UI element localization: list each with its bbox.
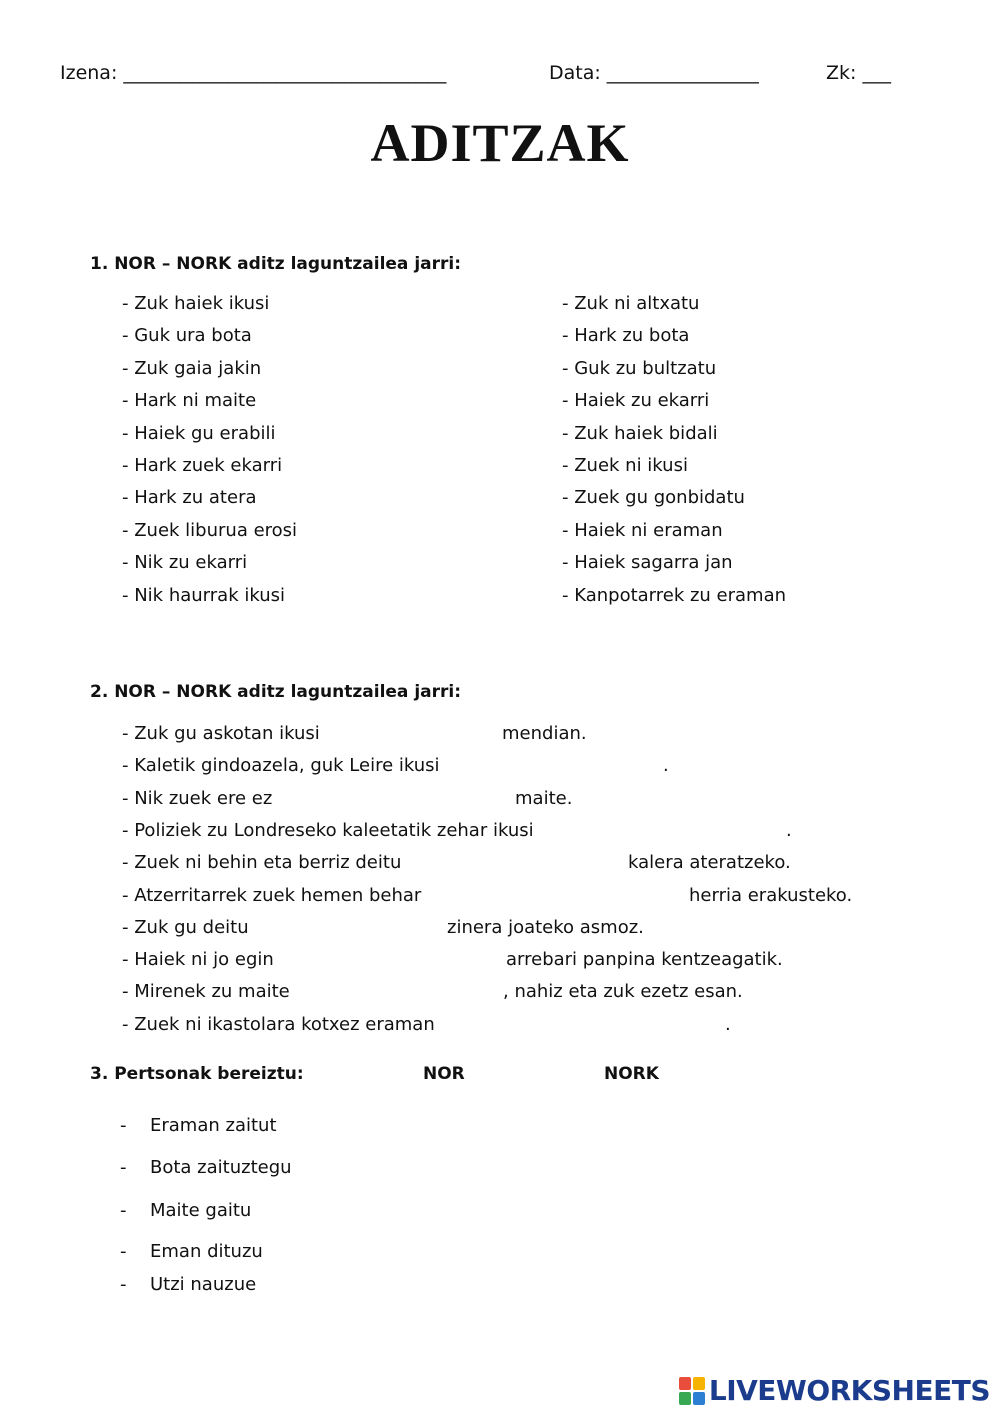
list-item: - Hark zuek ekarri [122,455,283,476]
sentence-end: kalera ateratzeko. [628,852,791,874]
list-item: - Guk ura bota [122,325,252,347]
sentence-end: maite. [515,787,573,809]
sentence-end: , nahiz eta zuk ezetz esan. [503,981,743,1003]
list-item: - Hark ni maite [122,390,257,412]
number-field-label: Zk: ___ [826,62,891,84]
list-item: - Zuk haiek ikusi [122,293,270,314]
sentence-start: - Zuek ni ikastolara kotxez eraman [122,1013,435,1035]
section-3-title: 3. Pertsonak bereiztu: [90,1064,304,1084]
list-item: - Haiek gu erabili [122,422,276,444]
logo-square-icon [679,1377,691,1390]
list-item: - Nik haurrak ikusi [122,584,285,606]
sentence-start: - Zuk gu askotan ikusi [122,723,320,744]
name-field-label: Izena: __________________________________ [60,62,447,84]
list-dash: - [120,1274,127,1295]
sentence-start: - Haiek ni jo egin [122,949,274,971]
list-item: - Zuk ni altxatu [562,293,700,314]
list-item: - Hark zu atera [122,487,257,509]
sentence-end: zinera joateko asmoz. [447,916,644,938]
list-item: - Zuk gaia jakin [122,357,262,379]
list-item: - Hark zu bota [562,325,690,347]
list-item: - Guk zu bultzatu [562,357,717,379]
sentence-end: mendian. [502,723,587,744]
sentence-end: . [663,755,669,777]
sentence-start: - Kaletik gindoazela, guk Leire ikusi [122,755,440,777]
logo-square-icon [693,1377,705,1390]
column-header-nor: NOR [423,1064,465,1084]
list-dash: - [120,1157,127,1178]
verb-item: Utzi nauzue [150,1274,257,1295]
column-header-nork: NORK [604,1064,659,1084]
logo-text: LIVEWORKSHEETS [708,1374,990,1407]
verb-item: Maite gaitu [150,1200,252,1221]
list-dash: - [120,1241,127,1262]
sentence-start: - Mirenek zu maite [122,981,290,1003]
verb-item: Bota zaituztegu [150,1157,292,1178]
list-item: - Zuk haiek bidali [562,422,718,444]
list-item: - Nik zu ekarri [122,552,248,574]
list-item: - Kanpotarrek zu eraman [562,584,787,606]
sentence-start: - Nik zuek ere ez [122,787,273,809]
logo-square-icon [679,1392,691,1405]
page-title: ADITZAK [370,113,630,173]
verb-item: Eman dituzu [150,1241,263,1262]
list-item: - Zuek gu gonbidatu [562,487,745,509]
list-item: - Haiek ni eraman [562,519,723,541]
sentence-start: - Zuek ni behin eta berriz deitu [122,852,402,874]
list-dash: - [120,1200,127,1221]
logo-grid-icon [679,1377,705,1405]
liveworksheets-logo [679,1374,990,1407]
list-item: - Zuek ni ikusi [562,455,688,476]
section-2-title: 2. NOR – NORK aditz laguntzailea jarri: [90,682,462,702]
sentence-start: - Poliziek zu Londreseko kaleetatik zehar ikusi [122,819,534,841]
list-item: - Haiek sagarra jan [562,552,733,574]
sentence-end: arrebari panpina kentzeagatik. [506,949,783,971]
list-item: - Haiek zu ekarri [562,390,710,412]
logo-square-icon [693,1392,705,1405]
sentence-start: - Zuk gu deitu [122,916,249,938]
sentence-end: herria erakusteko. [689,884,853,906]
date-field-label: Data: ________________ [549,62,759,84]
sentence-start: - Atzerritarrek zuek hemen behar [122,884,422,906]
list-item: - Zuek liburua erosi [122,519,298,541]
section-1-title: 1. NOR – NORK aditz laguntzailea jarri: [90,254,462,274]
sentence-end: . [725,1013,731,1035]
sentence-end: . [786,819,792,841]
verb-item: Eraman zaitut [150,1115,277,1136]
list-dash: - [120,1115,127,1136]
